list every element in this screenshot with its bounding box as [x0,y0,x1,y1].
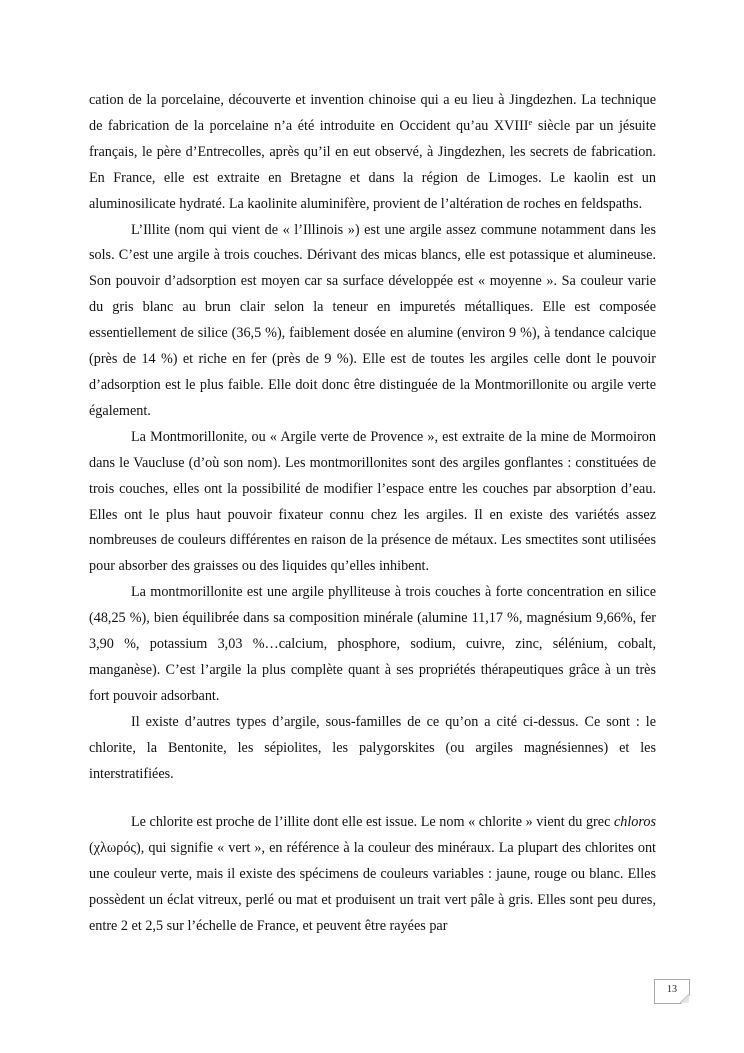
text-segment: Le chlorite est proche de l’illite dont elle est issue. Le nom « chlorite » vient du grec [131,814,614,831]
paragraph-other-clays: Il existe d’autres types d’argile, sous-familles de ce qu’on a cité ci-dessus. Ce sont : le chlorite, la Bentonite, les sépiolites, les palygorskites (ou argiles magnésiennes) et les interstratifiées. [89,713,656,782]
paragraph-kaolin-continued [89,88,656,218]
paragraph-montmorillonite-provence: La Montmorillonite, ou « Argile verte de Provence », est extraite de la mine de Mormoiron dans le Vaucluse (d’où son nom). Les montmorillonites sont des argiles gonflantes : constituées de trois couches, elles ont la possibilité de modifier l’espace entre les couches par absorption d’eau. Elles ont le plus haut pouvoir fixateur connu chez les argiles. Il en existe des variétés assez nombreuses de couleurs différentes en raison de la présence de métaux. Les smectites sont utilisées pour absorber des graisses ou des liquides qu’elles inhibent. [89,428,656,575]
page-curl-shading [680,994,689,1003]
page-body [89,88,656,940]
page-number-box [654,979,690,1004]
paragraph-illite: L’Illite (nom qui vient de « l’Illinois ») est une argile assez commune notamment dans les sols. C’est une argile à trois couches. Dérivant des micas blancs, elle est potassique et alumineuse. Son pouvoir d’adsorption est moyen car sa surface développée est « moyenne ». Sa couleur varie du gris blanc au brun clair selon la teneur en impuretés métalliques. Elle est composée essentiellement de silice (36,5 %), faiblement dosée en alumine (environ 9 %), à tendance calcique (près de 14 %) et riche en fer (près de 9 %). Elle est de toutes les argiles celle dont le pouvoir d’adsorption est le plus faible. Elle doit donc être distinguée de la Montmorillonite ou argile verte également. [89,221,656,419]
text-segment: cation de la porcelaine, découverte et invention chinoise qui a eu lieu à Jingdezhen. La technique de fabrication de la porcelaine n’a été introduite en Occident qu’au XVIII [89,92,656,134]
paragraph-chlorite [89,810,656,940]
italic-chloros: chloros [613,814,656,831]
superscript-e: e [528,116,533,127]
text-segment: siècle par un jésuite français, le père d’Entrecolles, après qu’il en eut observé, à Jingdezhen, les secrets de fabrication. En France, elle est extraite en Bretagne et dans la région de Limoges. Le kaolin est un aluminosilicate hydraté. La kaolinite aluminifère, provient de l’altération de roches en feldspaths. [89,117,656,212]
page-number: 13 [667,984,677,995]
paragraph-montmorillonite-composition: La montmorillonite est une argile phylliteuse à trois couches à forte concentration en silice (48,25 %), bien équilibrée dans sa composition minérale (alumine 11,17 %, magnésium 9,66%, fer 3,90 %, potassium 3,03 %…calcium, phosphore, sodium, cuivre, zinc, sélénium, cobalt, manganèse). C’est l’argile la plus complète quant à ses propriétés thérapeutiques grâce à un très fort pouvoir adsorbant. [89,584,656,704]
text-segment: (χλωρός), qui signifie « vert », en référence à la couleur des minéraux. La plupart des chlorites ont une couleur verte, mais il existe des spécimens de couleurs variables : jaune, rouge ou blanc. Elles possèdent un éclat vitreux, perlé ou mat et produisent un trait vert pâle à gris. Elles sont peu dures, entre 2 et 2,5 sur l’échelle de France, et peuvent être rayées par [89,840,656,935]
